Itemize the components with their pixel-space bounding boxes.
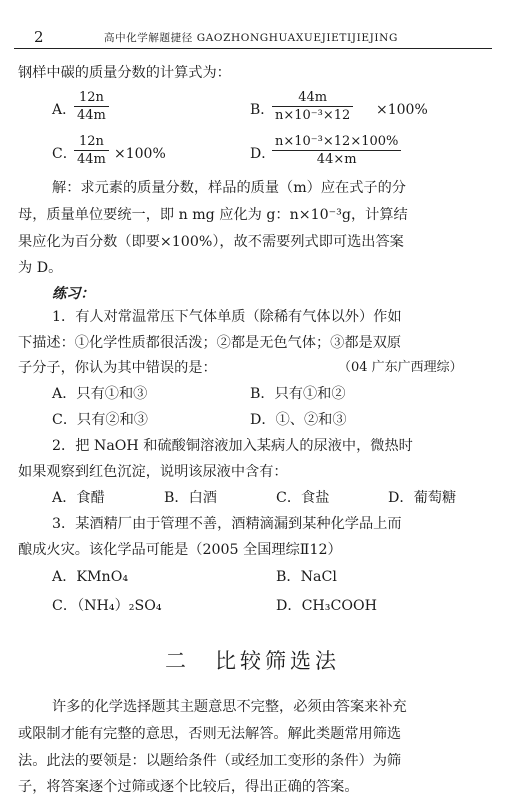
formula-c-numerator: 12n [74,134,109,151]
formula-option-c-label: C． [52,146,77,162]
q2-line: 如果观察到红色沉淀，说明该尿液中含有： [18,464,288,480]
formula-d-denominator: 44×m [316,152,357,167]
running-title: 高中化学解题捷径 GAOZHONGHUAXUEJIETIJIEJING [104,32,398,44]
q2-line: 2．把 NaOH 和硫酸铜溶液加入某病人的尿液中，微热时 [52,438,413,454]
q2-option-d: D．葡萄糖 [388,490,457,506]
section-line: 法。此法的要领是：以题给条件（或经加工变形的条件）为筛 [18,753,402,769]
formula-c-denominator: 44m [77,152,106,167]
page-header [14,26,492,49]
q3-option-d: D．CH₃COOH [276,598,377,614]
formula-option-a [74,90,109,123]
section-line: 或限制才能有完整的意思，否则无法解答。解此类题常用筛选 [18,726,402,742]
solution-line: 为 D。 [18,260,63,276]
section-line: 子，将答案逐个过筛或逐个比较后，得出正确的答案。 [18,779,359,795]
formula-option-c [74,134,109,167]
formula-option-a-label: A． [52,102,77,118]
q1-option-c: C．只有②和③ [52,412,148,428]
section-title: 二 比较筛选法 [165,649,340,673]
formula-option-b-label: B． [250,102,275,118]
solution-line: 解：求元素的质量分数，样品的质量（m）应在式子的分 [52,180,406,196]
formula-b-numerator: 44m [272,90,353,107]
q2-option-c: C．食盐 [276,490,330,506]
q3-option-b: B．NaCl [276,569,337,585]
q1-line: 子分子，你认为其中错误的是： [18,360,217,376]
solution-line: 果应化为百分数（即要×100%），故不需要列式即可选出答案 [18,234,404,250]
q2-option-a: A．食醋 [52,490,105,506]
formula-c-suffix: ×100% [114,146,166,162]
formula-a-numerator: 12n [74,90,109,107]
q1-option-b: B．只有①和② [250,386,346,402]
q1-option-d: D．①、②和③ [250,412,347,428]
q2-option-b: B．白酒 [164,490,217,506]
formula-b-denominator: n×10⁻³×12 [275,108,351,123]
q1-line: 1．有人对常温常压下气体单质（除稀有气体以外）作如 [52,309,402,325]
q1-source: （04 广东广西理综） [338,360,463,375]
intro-line: 钢样中碳的质量分数的计算式为： [18,65,231,81]
solution-line: 母，质量单位要统一，即 n mg 应化为 g：n×10⁻³g，计算结 [18,207,408,223]
q3-option-a: A．KMnO₄ [52,569,129,585]
practice-title: 练习： [52,286,95,302]
q3-option-c: C．（NH₄）₂SO₄ [52,598,162,614]
section-line: 许多的化学选择题其主题意思不完整，必须由答案来补充 [52,699,407,715]
formula-d-numerator: n×10⁻³×12×100% [272,134,401,151]
formula-b-suffix: ×100% [376,102,428,118]
q3-line: 3．某酒精厂由于管理不善，酒精滴漏到某种化学品上而 [52,516,402,532]
formula-option-d-label: D． [250,146,276,162]
formula-option-b [272,90,353,123]
page-number: 2 [34,28,44,46]
q1-line: 下描述：①化学性质都很活泼；②都是无色气体；③都是双原 [18,335,402,351]
q1-option-a: A．只有①和③ [52,386,148,402]
formula-a-denominator: 44m [77,108,106,123]
q3-line: 酿成火灾。该化学品可能是（2005 全国理综Ⅱ12） [18,542,342,558]
formula-option-d [272,134,401,167]
